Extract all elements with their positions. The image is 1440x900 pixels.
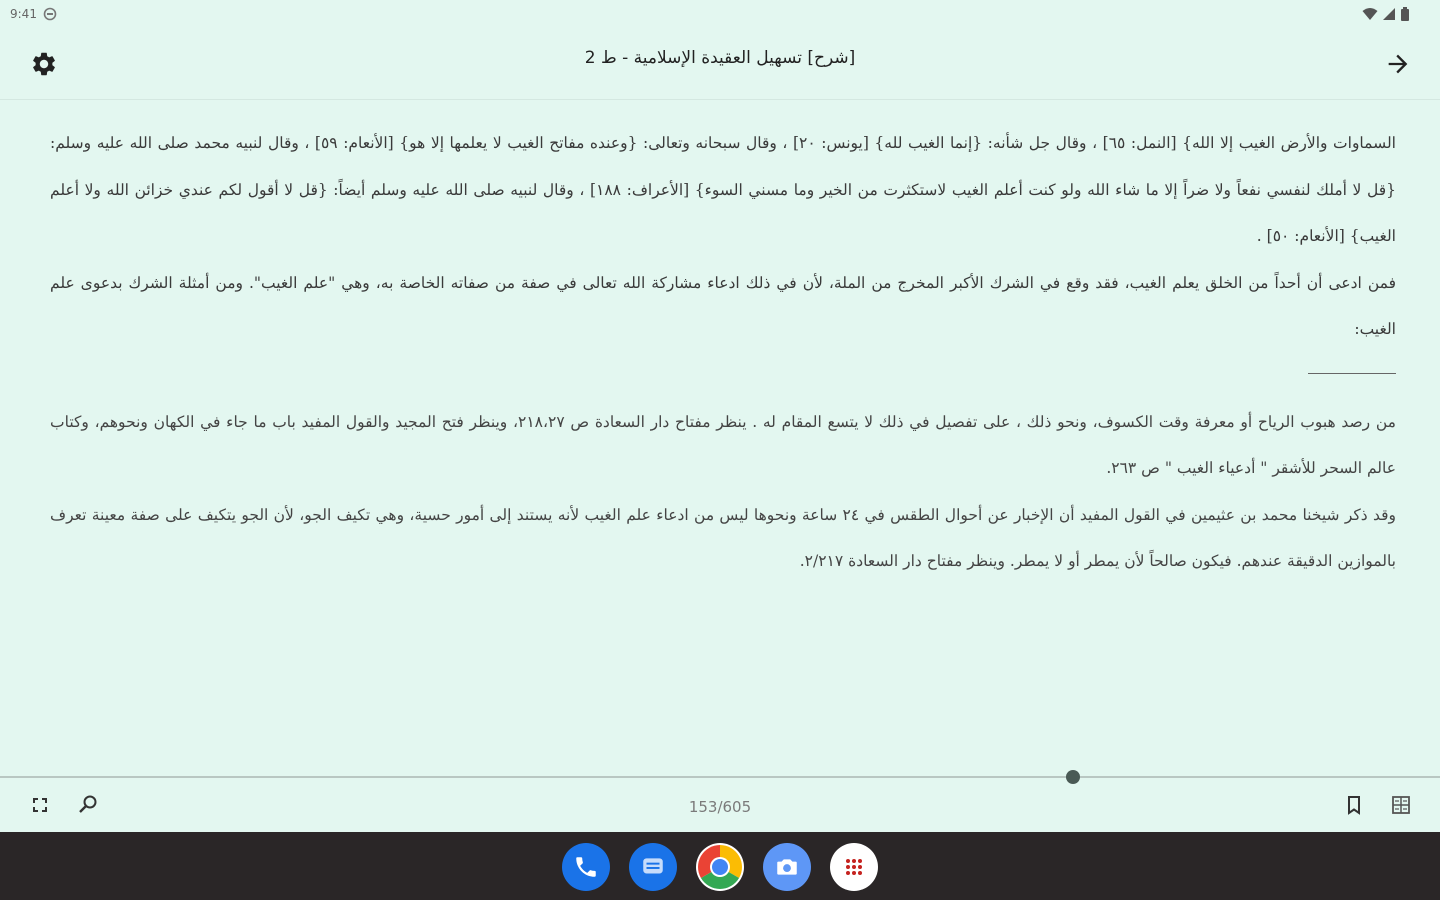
camera-icon: [774, 854, 800, 880]
bottom-toolbar: [0, 782, 1440, 832]
footnote: وقد ذكر شيخنا محمد بن عثيمين في القول المفيد أن الإخبار عن أحوال الطقس في ٢٤ ساعة ونحوها ليس من ادعاء علم الغيب لأنه يستند إلى أمور حسية، وهي تكيف الجو، لأن الجو يتكيف على صفة معينة تعرف بالموازين الدقيقة عندهم. فيكون صالحاً لأن يمطر أو لا يمطر. وينظر مفتاح دار السعادة ٢/٢١٧.: [50, 505, 1397, 570]
cell-signal-icon: [1382, 7, 1396, 21]
content-paragraph: فمن ادعى أن أحداً من الخلق يعلم الغيب، فقد وقع في الشرك الأكبر المخرج من الملة، لأن في ذلك ادعاء مشاركة الله تعالى في صفة من صفاته الخاصة به، وهي "علم الغيب". ومن أمثلة الشرك بدعوى علم الغيب:: [50, 273, 1396, 338]
grid-view-icon: [1389, 793, 1413, 817]
settings-button[interactable]: [30, 50, 58, 78]
battery-icon: [1400, 7, 1410, 21]
messages-app[interactable]: [629, 843, 677, 891]
app-bar: [0, 28, 1440, 100]
chrome-app[interactable]: [696, 843, 744, 891]
phone-app[interactable]: [562, 843, 610, 891]
reading-content: [50, 120, 1396, 585]
bookmark-icon: [1342, 793, 1366, 817]
app-drawer-icon: [842, 855, 866, 879]
content-paragraph: السماوات والأرض الغيب إلا الله} [النمل: ٦٥] ، وقال جل شأنه: {إنما الغيب لله} [يونس: ٢٠] ، وقال سبحانه وتعالى: {وعنده مفاتح الغيب لا يعلمها إلا هو} [الأنعام: ٥٩] ، وقال لنبيه محمد صلى الله عليه وسلم: {قل لا أملك لنفسي نفعاً ولا ضراً إلا ما شاء الله ولو كنت أعلم الغيب لاستكثرت من الخير وما مسني السوء} [الأعراف: ١٨٨] ، وقال لنبيه صلى الله عليه وسلم أيضاً: {قل لا أقول لكم عندي خزائن الله ولا أعلم الغيب} [الأنعام: ٥٠] .: [50, 134, 1396, 245]
footnote: من رصد هبوب الرياح أو معرفة وقت الكسوف، ونحو ذلك ، على تفصيل في ذلك لا يتسع المقام له . ينظر مفتاح دار السعادة ص ٢١٨،٢٧، وينظر فتح المجيد والقول المفيد باب ما جاء في الكهان ونحوهم، وكتاب عالم السحر للأشقر " أدعياء الغيب " ص ٢٦٣.: [50, 412, 1396, 477]
bookmark-button[interactable]: [1342, 793, 1366, 817]
fullscreen-icon: [28, 793, 52, 817]
arrow-forward-icon: [1384, 50, 1412, 78]
data-saver-icon: [43, 7, 57, 21]
phone-icon: [573, 854, 599, 880]
book-title: [شرح] تسهيل العقيدة الإسلامية - ط 2: [584, 48, 856, 68]
search-button[interactable]: [76, 792, 100, 816]
messages-icon: [640, 854, 666, 880]
camera-app[interactable]: [763, 843, 811, 891]
status-time: 9:41: [10, 7, 37, 21]
app-drawer[interactable]: [830, 843, 878, 891]
wifi-icon: [1362, 7, 1378, 21]
gear-icon: [30, 50, 58, 78]
footnote-divider: [50, 353, 1396, 399]
back-button[interactable]: [1384, 50, 1412, 78]
slider-track: [0, 776, 1440, 778]
page-counter: 153/605: [688, 798, 752, 816]
system-dock: [0, 832, 1440, 900]
search-icon: [76, 792, 100, 816]
chrome-icon: [697, 844, 743, 890]
page-slider[interactable]: [0, 775, 1440, 779]
fullscreen-button[interactable]: [28, 793, 52, 817]
status-bar: [0, 0, 1440, 28]
table-of-contents-button[interactable]: [1389, 793, 1413, 817]
